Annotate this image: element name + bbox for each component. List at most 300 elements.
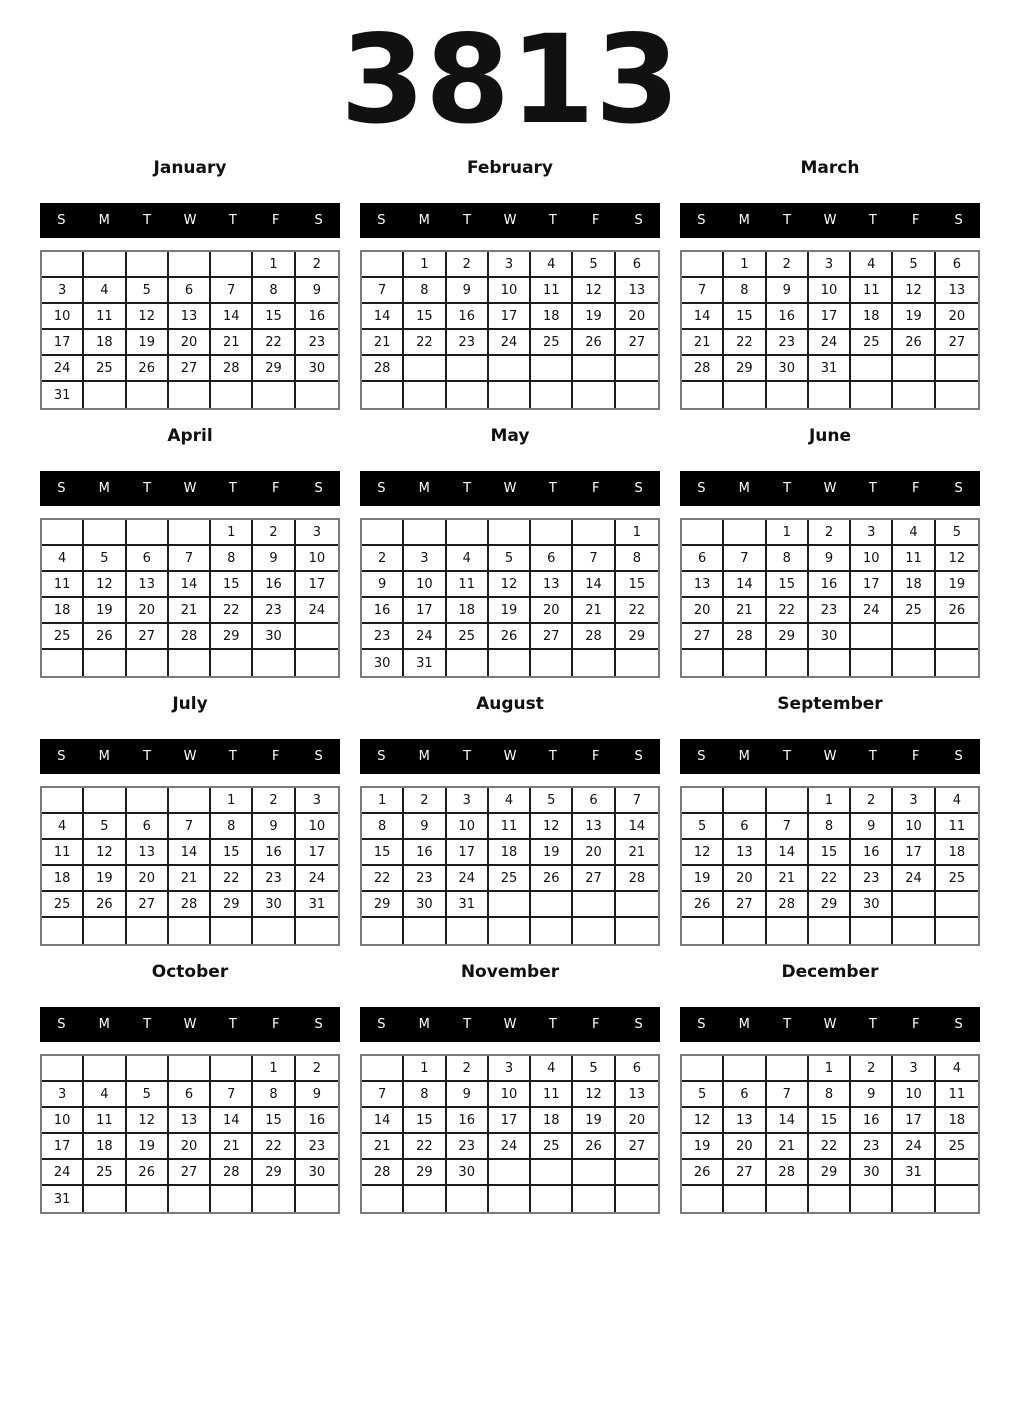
day-cell: 22 (809, 1134, 851, 1160)
month-name: April (167, 426, 213, 446)
weekday-label: M (98, 481, 110, 496)
day-cell: 13 (724, 840, 766, 866)
day-cell: 18 (851, 304, 893, 330)
day-cell: 4 (936, 788, 978, 814)
day-cell: 17 (489, 1108, 531, 1134)
weekday-label: S (634, 749, 643, 764)
day-cell-empty (362, 252, 404, 278)
month-name: August (476, 694, 544, 714)
day-cell-empty (851, 382, 893, 408)
day-cell: 22 (211, 866, 253, 892)
day-cell-empty (296, 1186, 338, 1212)
day-cell: 16 (253, 572, 295, 598)
weekday-label: T (143, 749, 152, 764)
day-cell-empty (893, 382, 935, 408)
day-cell: 16 (447, 1108, 489, 1134)
month-name: October (151, 962, 229, 982)
day-cell-empty (127, 520, 169, 546)
day-cell-empty (362, 1186, 404, 1212)
day-cell-empty (682, 520, 724, 546)
day-cell: 2 (296, 252, 338, 278)
day-cell: 15 (362, 840, 404, 866)
day-cell: 5 (531, 788, 573, 814)
day-cell: 9 (447, 278, 489, 304)
weekday-label: S (697, 749, 706, 764)
day-cell: 19 (682, 1134, 724, 1160)
day-cell: 6 (127, 546, 169, 572)
day-cell: 2 (404, 788, 446, 814)
weekday-label: S (314, 749, 323, 764)
day-cell-empty (253, 1186, 295, 1212)
day-cell: 30 (253, 624, 295, 650)
day-cell-empty (404, 918, 446, 944)
weekday-label: T (143, 1017, 152, 1032)
day-cell-empty (169, 788, 211, 814)
day-cell: 16 (362, 598, 404, 624)
day-cell: 13 (616, 1082, 658, 1108)
day-cell: 3 (447, 788, 489, 814)
day-cell: 12 (84, 840, 126, 866)
day-cell: 15 (724, 304, 766, 330)
day-cell: 8 (809, 1082, 851, 1108)
day-cell: 25 (936, 1134, 978, 1160)
day-cell: 27 (616, 1134, 658, 1160)
day-cell: 26 (682, 892, 724, 918)
day-cell-empty (682, 252, 724, 278)
day-cell: 23 (253, 598, 295, 624)
day-cell-empty (851, 918, 893, 944)
weekday-label: T (228, 481, 237, 496)
day-cell: 4 (936, 1056, 978, 1082)
day-cell-empty (573, 918, 615, 944)
day-cell-empty (616, 918, 658, 944)
day-cell: 22 (253, 1134, 295, 1160)
day-cell: 11 (84, 1108, 126, 1134)
day-cell: 26 (127, 1160, 169, 1186)
day-cell-empty (489, 892, 531, 918)
day-cell-empty (169, 382, 211, 408)
weekday-label: W (823, 481, 837, 496)
day-cell: 11 (531, 278, 573, 304)
day-cell: 22 (211, 598, 253, 624)
day-cell-empty (211, 918, 253, 944)
month-grid (680, 786, 980, 946)
day-cell: 12 (682, 1108, 724, 1134)
day-cell: 20 (936, 304, 978, 330)
day-cell: 19 (127, 330, 169, 356)
day-cell: 16 (851, 1108, 893, 1134)
day-cell: 10 (296, 814, 338, 840)
weekday-label: F (591, 1017, 600, 1032)
day-cell-empty (682, 1186, 724, 1212)
day-cell: 11 (936, 814, 978, 840)
day-cell-empty (296, 650, 338, 676)
weekday-label: S (57, 213, 66, 228)
day-cell: 3 (893, 788, 935, 814)
day-cell: 2 (851, 788, 893, 814)
day-cell-empty (211, 650, 253, 676)
weekday-label: W (183, 481, 197, 496)
day-cell: 19 (84, 866, 126, 892)
weekday-label: S (697, 213, 706, 228)
day-cell: 6 (573, 788, 615, 814)
day-cell-empty (767, 788, 809, 814)
day-cell: 31 (893, 1160, 935, 1186)
day-cell: 28 (362, 1160, 404, 1186)
day-cell: 19 (573, 304, 615, 330)
weekday-label: T (868, 1017, 877, 1032)
day-cell-empty (936, 918, 978, 944)
day-cell: 12 (489, 572, 531, 598)
day-cell: 9 (851, 1082, 893, 1108)
day-cell-empty (404, 1186, 446, 1212)
day-cell: 5 (489, 546, 531, 572)
weekday-label: S (954, 1017, 963, 1032)
day-cell-empty (573, 650, 615, 676)
day-cell-empty (616, 356, 658, 382)
day-cell: 10 (42, 1108, 84, 1134)
day-cell: 11 (893, 546, 935, 572)
day-cell: 14 (362, 304, 404, 330)
month-block (40, 158, 340, 410)
day-cell: 24 (809, 330, 851, 356)
day-cell-empty (809, 918, 851, 944)
day-cell: 30 (253, 892, 295, 918)
weekday-label: S (57, 1017, 66, 1032)
day-cell: 7 (767, 814, 809, 840)
day-cell: 8 (404, 278, 446, 304)
weekday-label: M (738, 481, 750, 496)
weekday-header (360, 471, 660, 506)
day-cell: 17 (893, 1108, 935, 1134)
day-cell: 1 (767, 520, 809, 546)
day-cell: 8 (253, 1082, 295, 1108)
month-name: December (781, 962, 879, 982)
day-cell-empty (616, 892, 658, 918)
day-cell: 15 (211, 572, 253, 598)
day-cell-empty (809, 1186, 851, 1212)
day-cell-empty (724, 918, 766, 944)
day-cell: 28 (362, 356, 404, 382)
day-cell: 28 (169, 624, 211, 650)
day-cell: 2 (447, 1056, 489, 1082)
day-cell-empty (616, 382, 658, 408)
day-cell-empty (127, 1186, 169, 1212)
day-cell: 12 (531, 814, 573, 840)
day-cell: 13 (127, 840, 169, 866)
day-cell: 27 (724, 1160, 766, 1186)
day-cell: 5 (84, 814, 126, 840)
day-cell: 22 (809, 866, 851, 892)
day-cell: 25 (851, 330, 893, 356)
day-cell: 2 (362, 546, 404, 572)
day-cell: 2 (809, 520, 851, 546)
day-cell: 17 (489, 304, 531, 330)
day-cell: 8 (404, 1082, 446, 1108)
day-cell: 14 (211, 1108, 253, 1134)
day-cell-empty (489, 918, 531, 944)
day-cell: 15 (809, 1108, 851, 1134)
day-cell: 5 (84, 546, 126, 572)
day-cell: 25 (447, 624, 489, 650)
day-cell: 24 (296, 866, 338, 892)
weekday-label: T (228, 1017, 237, 1032)
day-cell: 18 (84, 1134, 126, 1160)
day-cell: 18 (893, 572, 935, 598)
day-cell: 14 (767, 1108, 809, 1134)
day-cell: 13 (127, 572, 169, 598)
day-cell: 17 (893, 840, 935, 866)
day-cell: 21 (169, 598, 211, 624)
day-cell: 22 (404, 1134, 446, 1160)
day-cell: 6 (682, 546, 724, 572)
day-cell: 10 (296, 546, 338, 572)
month-name: May (490, 426, 530, 446)
day-cell: 26 (84, 892, 126, 918)
weekday-label: S (314, 213, 323, 228)
day-cell: 6 (724, 1082, 766, 1108)
day-cell: 1 (253, 252, 295, 278)
day-cell: 25 (42, 624, 84, 650)
day-cell-empty (447, 1186, 489, 1212)
day-cell: 9 (447, 1082, 489, 1108)
day-cell: 26 (127, 356, 169, 382)
day-cell: 6 (169, 1082, 211, 1108)
day-cell: 21 (724, 598, 766, 624)
day-cell: 24 (42, 356, 84, 382)
day-cell-empty (296, 918, 338, 944)
day-cell-empty (893, 1186, 935, 1212)
day-cell-empty (531, 1186, 573, 1212)
day-cell: 14 (169, 572, 211, 598)
weekday-label: F (271, 213, 280, 228)
weekday-label: M (98, 1017, 110, 1032)
day-cell: 9 (296, 278, 338, 304)
day-cell: 4 (447, 546, 489, 572)
day-cell-empty (84, 650, 126, 676)
weekday-label: W (503, 481, 517, 496)
day-cell: 28 (211, 1160, 253, 1186)
weekday-label: W (183, 1017, 197, 1032)
day-cell: 22 (362, 866, 404, 892)
day-cell: 3 (893, 1056, 935, 1082)
day-cell: 28 (767, 1160, 809, 1186)
day-cell: 28 (211, 356, 253, 382)
day-cell-empty (127, 918, 169, 944)
weekday-label: S (57, 481, 66, 496)
day-cell: 12 (127, 304, 169, 330)
day-cell: 2 (253, 520, 295, 546)
day-cell-empty (682, 918, 724, 944)
day-cell: 15 (767, 572, 809, 598)
day-cell-empty (616, 1186, 658, 1212)
day-cell-empty (767, 918, 809, 944)
day-cell-empty (84, 1056, 126, 1082)
day-cell-empty (84, 382, 126, 408)
day-cell-empty (253, 650, 295, 676)
day-cell-empty (936, 1160, 978, 1186)
day-cell: 18 (447, 598, 489, 624)
day-cell-empty (936, 892, 978, 918)
day-cell: 29 (211, 892, 253, 918)
day-cell-empty (447, 382, 489, 408)
day-cell: 8 (253, 278, 295, 304)
day-cell-empty (362, 918, 404, 944)
day-cell: 27 (616, 330, 658, 356)
day-cell: 26 (893, 330, 935, 356)
day-cell-empty (127, 650, 169, 676)
day-cell: 28 (616, 866, 658, 892)
weekday-header (360, 1007, 660, 1042)
day-cell: 6 (616, 1056, 658, 1082)
day-cell: 10 (404, 572, 446, 598)
day-cell: 3 (404, 546, 446, 572)
day-cell: 17 (42, 330, 84, 356)
day-cell-empty (169, 1186, 211, 1212)
weekday-label: W (503, 213, 517, 228)
day-cell: 2 (253, 788, 295, 814)
day-cell: 20 (616, 304, 658, 330)
day-cell-empty (573, 1186, 615, 1212)
day-cell: 3 (809, 252, 851, 278)
day-cell: 29 (253, 1160, 295, 1186)
day-cell: 13 (531, 572, 573, 598)
day-cell: 4 (489, 788, 531, 814)
weekday-label: M (738, 213, 750, 228)
weekday-label: T (783, 749, 792, 764)
day-cell: 5 (573, 1056, 615, 1082)
day-cell: 20 (531, 598, 573, 624)
day-cell: 20 (573, 840, 615, 866)
day-cell: 20 (682, 598, 724, 624)
day-cell-empty (936, 624, 978, 650)
weekday-label: W (823, 749, 837, 764)
day-cell: 30 (767, 356, 809, 382)
day-cell: 1 (724, 252, 766, 278)
day-cell: 13 (573, 814, 615, 840)
day-cell: 26 (84, 624, 126, 650)
weekday-header (680, 471, 980, 506)
day-cell: 11 (851, 278, 893, 304)
day-cell: 16 (296, 304, 338, 330)
weekday-label: F (591, 481, 600, 496)
day-cell: 24 (489, 330, 531, 356)
day-cell: 31 (42, 1186, 84, 1212)
day-cell-empty (42, 520, 84, 546)
month-block (40, 426, 340, 678)
weekday-label: W (183, 749, 197, 764)
day-cell: 22 (767, 598, 809, 624)
day-cell-empty (489, 356, 531, 382)
month-name: June (808, 426, 852, 446)
day-cell: 8 (809, 814, 851, 840)
day-cell: 31 (809, 356, 851, 382)
day-cell: 22 (724, 330, 766, 356)
day-cell: 9 (767, 278, 809, 304)
day-cell: 27 (127, 892, 169, 918)
day-cell: 10 (893, 1082, 935, 1108)
day-cell: 28 (573, 624, 615, 650)
day-cell: 6 (169, 278, 211, 304)
day-cell-empty (809, 382, 851, 408)
day-cell-empty (893, 918, 935, 944)
day-cell: 22 (616, 598, 658, 624)
day-cell: 1 (211, 520, 253, 546)
weekday-label: T (783, 1017, 792, 1032)
weekday-label: F (911, 749, 920, 764)
day-cell: 23 (253, 866, 295, 892)
day-cell: 27 (531, 624, 573, 650)
day-cell-empty (936, 356, 978, 382)
month-name: November (460, 962, 560, 982)
day-cell-empty (127, 788, 169, 814)
day-cell: 30 (404, 892, 446, 918)
weekday-label: T (868, 213, 877, 228)
day-cell-empty (211, 382, 253, 408)
month-block (360, 962, 660, 1214)
day-cell-empty (573, 892, 615, 918)
day-cell: 28 (724, 624, 766, 650)
day-cell: 30 (362, 650, 404, 676)
day-cell: 13 (682, 572, 724, 598)
day-cell-empty (127, 252, 169, 278)
weekday-label: T (548, 481, 557, 496)
day-cell: 6 (936, 252, 978, 278)
day-cell-empty (531, 356, 573, 382)
day-cell: 7 (211, 278, 253, 304)
day-cell: 26 (682, 1160, 724, 1186)
day-cell-empty (489, 650, 531, 676)
day-cell: 16 (447, 304, 489, 330)
weekday-label: S (697, 481, 706, 496)
weekday-label: S (377, 1017, 386, 1032)
day-cell-empty (404, 520, 446, 546)
day-cell: 5 (682, 814, 724, 840)
day-cell: 12 (573, 1082, 615, 1108)
day-cell: 21 (211, 330, 253, 356)
day-cell: 25 (42, 892, 84, 918)
day-cell: 27 (724, 892, 766, 918)
weekday-header (360, 739, 660, 774)
day-cell: 5 (573, 252, 615, 278)
month-name: July (172, 694, 208, 714)
weekday-label: S (634, 213, 643, 228)
month-grid (360, 518, 660, 678)
day-cell-empty (447, 520, 489, 546)
day-cell: 8 (362, 814, 404, 840)
day-cell: 17 (447, 840, 489, 866)
weekday-label: S (954, 213, 963, 228)
day-cell-empty (253, 918, 295, 944)
day-cell: 4 (851, 252, 893, 278)
weekday-label: S (314, 481, 323, 496)
day-cell: 30 (447, 1160, 489, 1186)
weekday-label: T (548, 749, 557, 764)
day-cell: 5 (893, 252, 935, 278)
day-cell: 14 (724, 572, 766, 598)
day-cell: 8 (211, 546, 253, 572)
day-cell: 26 (573, 1134, 615, 1160)
weekday-label: F (911, 481, 920, 496)
day-cell: 8 (211, 814, 253, 840)
day-cell-empty (362, 1056, 404, 1082)
weekday-label: M (418, 213, 430, 228)
day-cell-empty (296, 382, 338, 408)
day-cell: 31 (404, 650, 446, 676)
day-cell: 27 (573, 866, 615, 892)
day-cell: 29 (809, 1160, 851, 1186)
day-cell-empty (573, 1160, 615, 1186)
